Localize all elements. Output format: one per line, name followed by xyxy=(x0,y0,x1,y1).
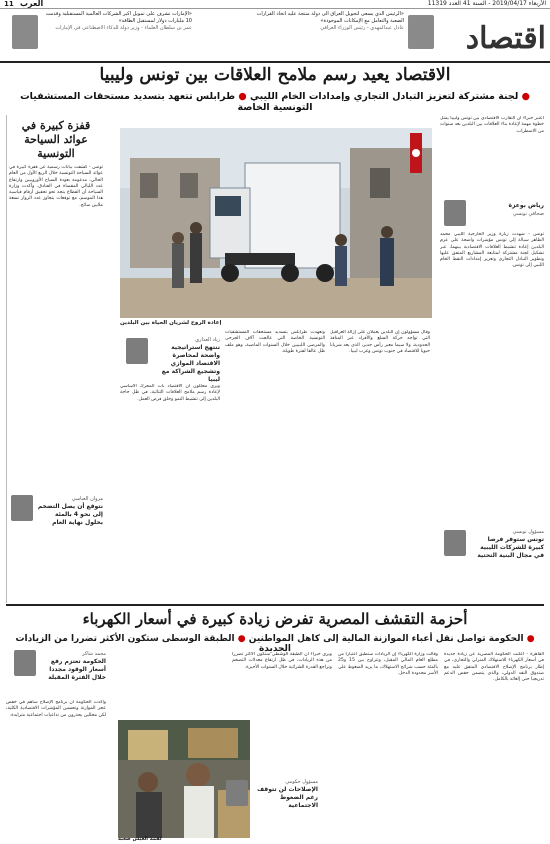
author-byline xyxy=(470,202,544,218)
quote-person: عادل عبدالمهدي xyxy=(370,25,404,31)
top-story-quote: «الإمارات تشرف على تمويل أكبر الشركات العالمية المستقبلية وقدمت 10 مليارات دولار لمستقبل الطاقة» عمر بن سلطان العلماء - وزير دولة للذكاء الاصطناعي في الإمارات xyxy=(42,11,192,55)
lead-photo xyxy=(120,128,432,318)
avatar xyxy=(226,780,248,806)
lead-paragraph: اعتبر خبراء أن التقارب الاقتصادي بين تونس وليبيا يمثل خطوة مهمة لإعادة بناء العلاقات بين البلدين بعد سنوات من الاضطراب. xyxy=(440,116,544,134)
avatar xyxy=(408,15,434,49)
quote-text: نتوقع أن يصل التضخم إلى نحو 4 بالمئة بحلول نهاية العام xyxy=(37,503,103,526)
article-column: القاهرة - أعلنت الحكومة المصرية عن زيادة جديدة في أسعار الكهرباء للاستهلاك المنزلي والتجاري، في إطار برنامج الإصلاح الاقتصادي المتفق عليه مع صندوق النقد الدولي، والذي يتضمن خفض الدعم تدريجيا حتى إلغائه بالكامل. xyxy=(444,652,544,683)
photo-caption: إعادة الروح لشريان الحياة بين البلدين xyxy=(120,320,222,326)
article-column: تونس - شهدت زيارة وزير الخارجية الليبي محمد الطاهر سيالة إلى تونس مؤشرات واضحة على عزم البلدين إعادة تنشيط العلاقات الاقتصادية بينهما، عبر تشكيل لجنة مشتركة لمتابعة المشاريع المتفق عليها وتطوير التبادل التجاري وتعزيز إمدادات النفط الخام الليبي إلى تونس. xyxy=(440,232,544,269)
main-subhead xyxy=(6,91,544,113)
pull-quote xyxy=(150,336,220,384)
quote-text: الإصلاحات لن تتوقف رغم الضغوط الاجتماعية xyxy=(257,786,318,809)
subhead-part: طرابلس تتعهد بتسديد مستحقات المستشفيات التونسية الخاصة xyxy=(20,91,313,113)
section-header xyxy=(0,9,550,63)
avatar xyxy=(444,530,466,556)
sidebar-quote xyxy=(37,495,103,527)
article-column: وأكدت الحكومة أن برنامج الإصلاح ساهم في خفض عجز الموازنة وتحسين المؤشرات الاقتصادية الكلية، لكن محللين يحذرون من تداعيات اجتماعية متزايدة. xyxy=(6,700,106,718)
quote-text: ننتهج استراتيجية واضحة لمحاصرة الاقتصاد الموازي وتشجيع الشراكة مع ليبيا xyxy=(161,344,220,383)
quote-person: مسؤول تونسي xyxy=(512,529,544,535)
section-title: اقتصاد xyxy=(465,21,546,56)
masthead-bar xyxy=(0,0,550,9)
avatar xyxy=(14,650,36,676)
quote-person: محمد شاكر xyxy=(82,651,106,657)
bullet-icon: ● xyxy=(237,634,246,644)
avatar xyxy=(12,15,38,49)
pull-quote xyxy=(40,650,106,682)
section-divider xyxy=(6,604,544,606)
article-column: وقالت وزارة الكهرباء إن الزيادات ستطبق اعتبارا من مطلع العام المالي المقبل، وتتراوح بين 15 و25 بالمئة حسب شرائح الاستهلاك، ما يزيد الضغوط على الأسر محدودة الدخل. xyxy=(338,652,438,676)
subhead-part: الحكومة تواصل نقل أعباء الموازنة المالية إلى كاهل المواطنين xyxy=(248,634,524,644)
article-column: وقال مسؤولون إن البلدين يعملان على إزالة العراقيل التي تواجه حركة السلع والأفراد عبر المنافذ الحدودية، ولا سيما معبر رأس جدير، الذي يعد شريانا حيويا للاقتصاد في جنوب تونس وغرب ليبيا. xyxy=(330,330,430,354)
author-avatar xyxy=(444,200,466,226)
avatar xyxy=(126,338,148,364)
article-column: ويرى خبراء أن الطبقة الوسطى ستكون الأكثر تضررا من هذه الزيادات، في ظل ارتفاع معدلات التضخم وتراجع القدرة الشرائية خلال السنوات الأخيرة. xyxy=(232,652,332,670)
market-photo xyxy=(118,720,250,838)
paper-logo: العرب xyxy=(20,0,44,8)
bullet-icon: ● xyxy=(521,91,530,102)
sidebar-title: قفزة كبيرة في عوائد السياحة التونسية xyxy=(21,119,91,160)
issue-line: الأربعاء 2019/04/17 - السنة 41 العدد 11319 xyxy=(427,0,546,7)
sidebar-story xyxy=(6,115,105,603)
bullet-icon: ● xyxy=(238,91,247,102)
sidebar-body: تونس - كشفت بيانات رسمية عن قفزة كبيرة في عوائد السياحة التونسية خلال الربع الأول من العام الحالي، مدعومة بعودة السياح الأوروبيين وارتفاع عدد الليالي المقضاة في الفنادق. وأكدت وزارة السياحة أن القطاع يتجه نحو تحقيق أرقام قياسية هذا الموسم، مع توقعات بتجاوز عدد الزوار تسعة ملايين سائح. xyxy=(9,165,103,208)
quote-role: رئيس الوزراء العراقي xyxy=(320,25,366,31)
article-column: ويرى محللون أن الاقتصاد بات المحرك الأساسي لإعادة رسم ملامح العلاقات الثنائية، في ظل حاجة البلدين إلى تنشيط النمو وخلق فرص العمل. xyxy=(120,384,220,402)
quote-text: تونس ستوفر فرصا كبيرة للشركات الليبية في مجال البنية التحتية xyxy=(477,536,544,559)
subhead-part: لجنة مشتركة لتعزيز التبادل التجاري وإمدادات الخام الليبي xyxy=(249,91,519,102)
photo-caption: لقمة العيش صعبة xyxy=(118,836,162,842)
second-headline: أحزمة التقشف المصرية تفرض زيادة كبيرة في أسعار الكهرباء xyxy=(82,610,468,628)
quote-person: مسؤول حكومي xyxy=(285,779,318,785)
border-crossing-photo xyxy=(120,128,432,318)
pull-quote xyxy=(254,778,318,810)
main-headline: الاقتصاد يعيد رسم ملامح العلاقات بين تونس وليبيا xyxy=(99,65,451,85)
top-story-quote: «الرئيس الذي يسعى لتحويل العراق الى دولة منتجة عليه اتخاذ القرارات الصعبة والتعامل مع الإمكانات الموجودة» عادل عبدالمهدي - رئيس الوزراء العراقي xyxy=(254,11,404,55)
subhead-part: الطبقة الوسطى ستكون الأكثر تضررا من الزيادات الجديدة xyxy=(15,634,292,654)
bullet-icon: ● xyxy=(526,634,535,644)
quote-person: عمر بن سلطان العلماء xyxy=(144,25,192,31)
author-name: رياض بوعزة xyxy=(508,202,544,209)
quote-person: مروان العباسي xyxy=(71,496,103,502)
pull-quote xyxy=(470,528,544,560)
market-scene-photo xyxy=(118,720,250,838)
quote-text: «الإمارات تشرف على تمويل أكبر الشركات العالمية المستقبلية وقدمت 10 مليارات دولار لمستقبل الطاقة» xyxy=(45,11,192,24)
quote-role: وزير دولة للذكاء الاصطناعي في الإمارات xyxy=(55,25,140,31)
page-number: 11 xyxy=(4,0,14,8)
avatar xyxy=(11,495,33,521)
article-column: وتعهدت طرابلس بتسديد مستحقات المستشفيات التونسية الخاصة التي عالجت آلاف الجرحى والمرضى الليبيين خلال السنوات الماضية، وهو ملف ظل عالقا لفترة طويلة. xyxy=(225,330,325,354)
author-role: صحافي تونسي xyxy=(512,211,544,217)
quote-person: زياد العذاري xyxy=(195,337,220,343)
quote-text: «الرئيس الذي يسعى لتحويل العراق الى دولة منتجة عليه اتخاذ القرارات الصعبة والتعامل مع الإمكانات الموجودة» xyxy=(256,11,404,24)
quote-text: الحكومة تعتزم رفع أسعار الوقود مجددا خلال الفترة المقبلة xyxy=(48,658,106,681)
